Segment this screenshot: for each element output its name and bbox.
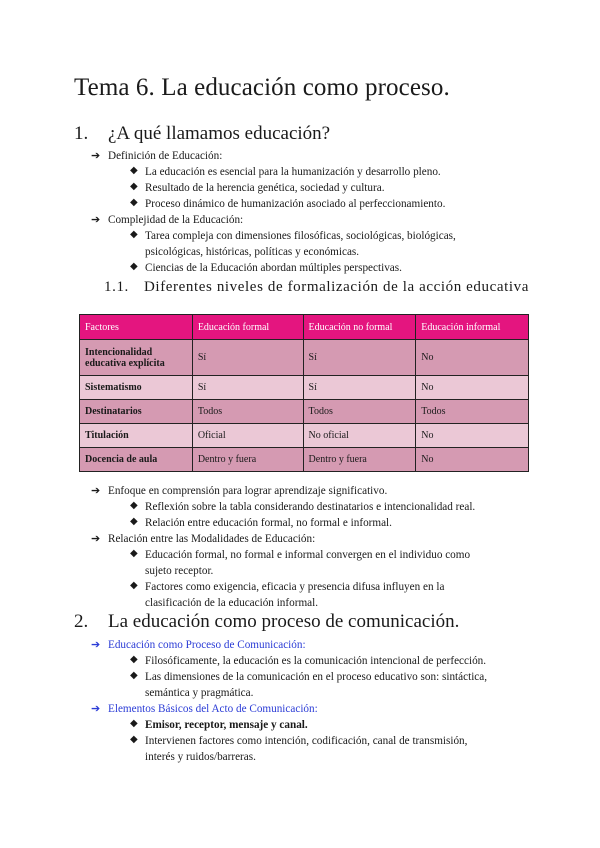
row-factor: Destinatarios [80,400,193,424]
column-header: Educación informal [416,315,529,340]
bullet-item: Resultado de la herencia genética, sociedad y cultura. [145,182,385,194]
diamond-icon: ◆ [130,718,138,729]
cell-no-formal: Sí [303,340,416,376]
bullet-item: Filosóficamente, la educación es la comunicación intencional de perfección. [145,655,487,667]
bullet-item: Emisor, receptor, mensaje y canal. [145,719,308,731]
column-header: Factores [80,315,193,340]
arrow-icon: ➔ [91,150,101,162]
arrow-icon: ➔ [91,533,101,545]
row-factor: Docencia de aula [80,448,193,472]
bullet-item: Relación entre educación formal, no formal e informal. [145,517,392,529]
bullet-item: Ciencias de la Educación abordan múltiples perspectivas. [145,262,402,274]
diamond-icon: ◆ [130,580,138,591]
list-item-link: Educación como Proceso de Comunicación: [108,639,306,651]
diamond-icon: ◆ [130,654,138,665]
bullet-item-continuation: sujeto receptor. [145,565,214,577]
arrow-icon: ➔ [91,485,101,497]
bullet-item: Las dimensiones de la comunicación en el proceso educativo son: sintáctica, [145,671,488,683]
bullet-item-continuation: interés y ruidos/barreras. [145,751,256,763]
bullet-item-continuation: clasificación de la educación informal. [145,597,319,609]
cell-informal: Todos [416,400,529,424]
column-header: Educación no formal [303,315,416,340]
cell-no-formal: Sí [303,376,416,400]
row-factor: Titulación [80,424,193,448]
cell-formal: Sí [192,340,303,376]
diamond-icon: ◆ [130,197,138,208]
arrow-icon: ➔ [91,703,101,715]
table-row [80,424,529,448]
list-item: Definición de Educación: [108,150,223,162]
cell-informal: No [416,376,529,400]
list-item-link: Elementos Básicos del Acto de Comunicación: [108,703,318,715]
cell-no-formal: No oficial [303,424,416,448]
diamond-icon: ◆ [130,670,138,681]
arrow-icon: ➔ [91,214,101,226]
row-factor: Sistematismo [80,376,193,400]
bullet-item: Tarea compleja con dimensiones filosóficas, sociológicas, biológicas, [145,230,456,242]
diamond-icon: ◆ [130,500,138,511]
cell-formal: Dentro y fuera [192,448,303,472]
diamond-icon: ◆ [130,516,138,527]
table-row [80,376,529,400]
column-header: Educación formal [192,315,303,340]
formalization-table [79,314,529,472]
diamond-icon: ◆ [130,181,138,192]
bullet-item: Educación formal, no formal e informal convergen en el individuo como [145,549,471,561]
cell-formal: Oficial [192,424,303,448]
cell-no-formal: Todos [303,400,416,424]
row-factor: Intencionalidad educativa explícita [80,340,193,376]
cell-informal: No [416,340,529,376]
table-row [80,448,529,472]
page-title: Tema 6. La educación como proceso. [74,74,450,101]
arrow-icon: ➔ [91,639,101,651]
table-row [80,340,529,376]
diamond-icon: ◆ [130,548,138,559]
diamond-icon: ◆ [130,261,138,272]
table-header-row [80,315,529,340]
cell-informal: No [416,448,529,472]
diamond-icon: ◆ [130,165,138,176]
cell-formal: Todos [192,400,303,424]
bullet-item: Proceso dinámico de humanización asociado al perfeccionamiento. [145,198,446,210]
bullet-item-continuation: psicológicas, históricas, políticas y económicas. [145,246,360,258]
bullet-item: Intervienen factores como intención, codificación, canal de transmisión, [145,735,468,747]
cell-informal: No [416,424,529,448]
bullet-item: Reflexión sobre la tabla considerando destinatarios e intencionalidad real. [145,501,476,513]
list-item: Enfoque en comprensión para lograr aprendizaje significativo. [108,485,388,497]
list-item: Relación entre las Modalidades de Educación: [108,533,316,545]
cell-no-formal: Dentro y fuera [303,448,416,472]
bullet-item-continuation: semántica y pragmática. [145,687,254,699]
table-row [80,400,529,424]
bullet-item: Factores como exigencia, eficacia y presencia difusa influyen en la [145,581,445,593]
list-item: Complejidad de la Educación: [108,214,244,226]
diamond-icon: ◆ [130,229,138,240]
bullet-item: La educación es esencial para la humanización y desarrollo pleno. [145,166,441,178]
cell-formal: Sí [192,376,303,400]
diamond-icon: ◆ [130,734,138,745]
